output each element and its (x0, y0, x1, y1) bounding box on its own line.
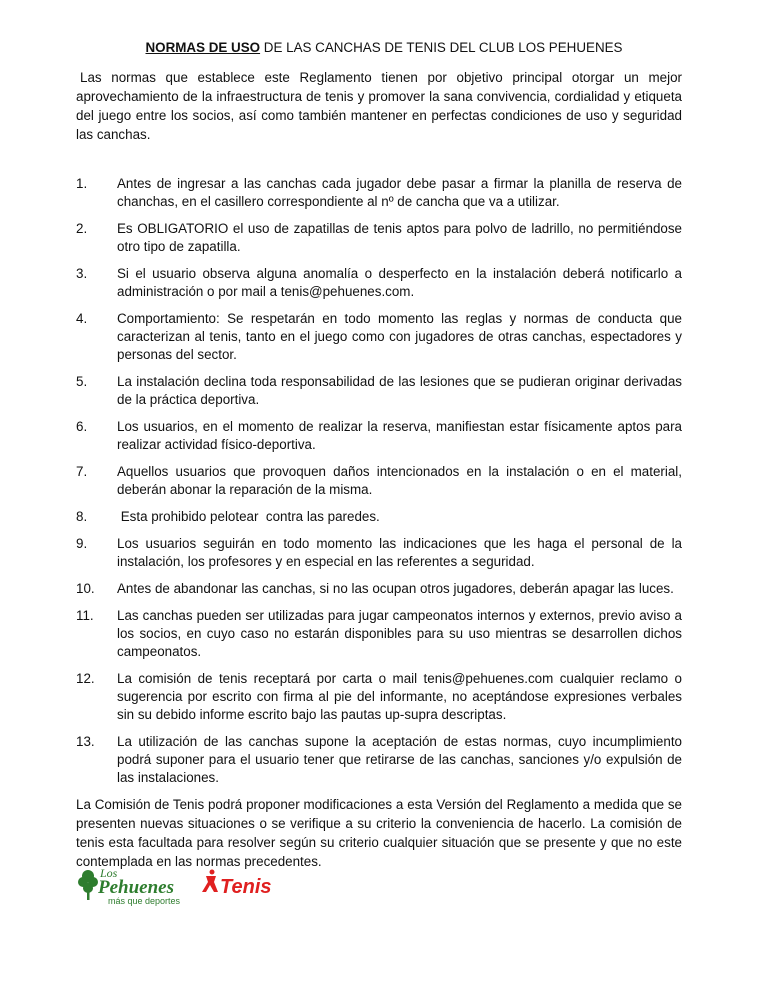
rule-item (76, 220, 682, 256)
rule-item (76, 373, 682, 409)
logos-svg (78, 866, 288, 906)
rule-text: Esta prohibido pelotear contra las paredes. (117, 509, 380, 524)
rule-number: 10. (76, 581, 95, 596)
closing-paragraph: La Comisión de Tenis podrá proponer modificaciones a esta Versión del Reglamento a medida que se presenten nuevas situaciones o se verifique a su criterio la conveniencia de hacerlo. La comisión de tenis esta facultada para resolver según su criterio cualquier situación que se presente y que no este contemplada en las normas precedentes. (76, 797, 682, 869)
rule-text: La comisión de tenis receptará por carta o mail tenis@pehuenes.com cualquier reclamo o sugerencia por escrito con firma al pie del informante, no aceptándose expresiones verbales sin su debido informe escrito bajo las pautas up-supra descriptas. (117, 671, 682, 722)
rule-text: Comportamiento: Se respetarán en todo momento las reglas y normas de conducta que caracterizan al tenis, tanto en el juego como con jugadores de otras canchas, espectadores y personas del sector. (117, 311, 682, 362)
rule-item (76, 580, 682, 598)
rule-item (76, 733, 682, 787)
logo-strip (78, 866, 288, 906)
rule-text: Es OBLIGATORIO el uso de zapatillas de tenis aptos para polvo de ladrillo, no permitiéndose otro tipo de zapatilla. (117, 221, 682, 254)
rule-number: 8. (76, 509, 88, 524)
logo-los-text: Los (100, 866, 118, 880)
intro-paragraph: Las normas que establece este Reglamento tienen por objetivo principal otorgar un mejor aprovechamiento de la infraestructura de tenis y promover la sana convivencia, cordialidad y etiqueta del juego entre los socios, así como también mantener en perfectas condiciones de uso y seguridad las canchas. (76, 70, 682, 142)
rule-number: 2. (76, 221, 88, 236)
rule-number: 11. (76, 608, 94, 623)
rule-text: Si el usuario observa alguna anomalía o desperfecto en la instalación deberá notificarlo a administración o por mail a tenis@pehuenes.com. (117, 266, 682, 299)
rule-text: Aquellos usuarios que provoquen daños intencionados en la instalación o en el material, deberán abonar la reparación de la misma. (117, 464, 682, 497)
rule-number: 12. (76, 671, 95, 686)
rule-text: La instalación declina toda responsabilidad de las lesiones que se pudieran originar derivadas de la práctica deportiva. (117, 374, 682, 407)
tennis-player-icon (202, 870, 218, 893)
pine-tree-icon (78, 870, 98, 900)
rule-number: 13. (76, 734, 95, 749)
page-title (0, 40, 768, 55)
rule-number: 1. (76, 176, 88, 191)
rule-number: 9. (76, 536, 88, 551)
rule-number: 3. (76, 266, 88, 281)
rule-item (76, 418, 682, 454)
rule-item (76, 265, 682, 301)
los-pehuenes-logo (78, 866, 181, 906)
logo-tenis-text: Tenis (220, 876, 272, 898)
rule-item (76, 463, 682, 499)
page-title-bold: NORMAS DE USO (145, 40, 261, 55)
rule-text: Antes de abandonar las canchas, si no las ocupan otros jugadores, deberán apagar las luces. (117, 581, 674, 596)
page-title-rest: DE LAS CANCHAS DE TENIS DEL CLUB LOS PEHUENES (260, 40, 623, 55)
logo-pehuenes-text: Pehuenes (98, 877, 174, 898)
rule-item (76, 535, 682, 571)
rule-item (76, 310, 682, 364)
tenis-logo (202, 870, 272, 899)
logo-tagline-text: más que deportes (108, 896, 181, 906)
rule-number: 5. (76, 374, 88, 389)
rule-number: 7. (76, 464, 88, 479)
rules-list (76, 175, 682, 796)
rule-item (76, 607, 682, 661)
rule-text: Las canchas pueden ser utilizadas para jugar campeonatos internos y externos, previo aviso a los socios, en cuyo caso no estarán disponibles para su uso mientras se desarrollen dichos campeonatos. (117, 608, 682, 659)
rule-number: 4. (76, 311, 88, 326)
rule-item (76, 670, 682, 724)
rule-item (76, 508, 682, 526)
rule-number: 6. (76, 419, 88, 434)
rule-text: Los usuarios seguirán en todo momento las indicaciones que les haga el personal de la instalación, los profesores y en especial en las referentes a seguridad. (117, 536, 682, 569)
rule-text: La utilización de las canchas supone la aceptación de estas normas, cuyo incumplimiento podrá suponer para el usuario tener que retirarse de las canchas, sanciones y/o expulsión de las instalaciones. (117, 734, 682, 785)
rule-text: Los usuarios, en el momento de realizar la reserva, manifiestan estar físicamente aptos para realizar actividad físico-deportiva. (117, 419, 682, 452)
rule-item (76, 175, 682, 211)
rule-text: Antes de ingresar a las canchas cada jugador debe pasar a firmar la planilla de reserva de chanchas, en el casillero correspondiente al nº de cancha que va a utilizar. (117, 176, 682, 209)
